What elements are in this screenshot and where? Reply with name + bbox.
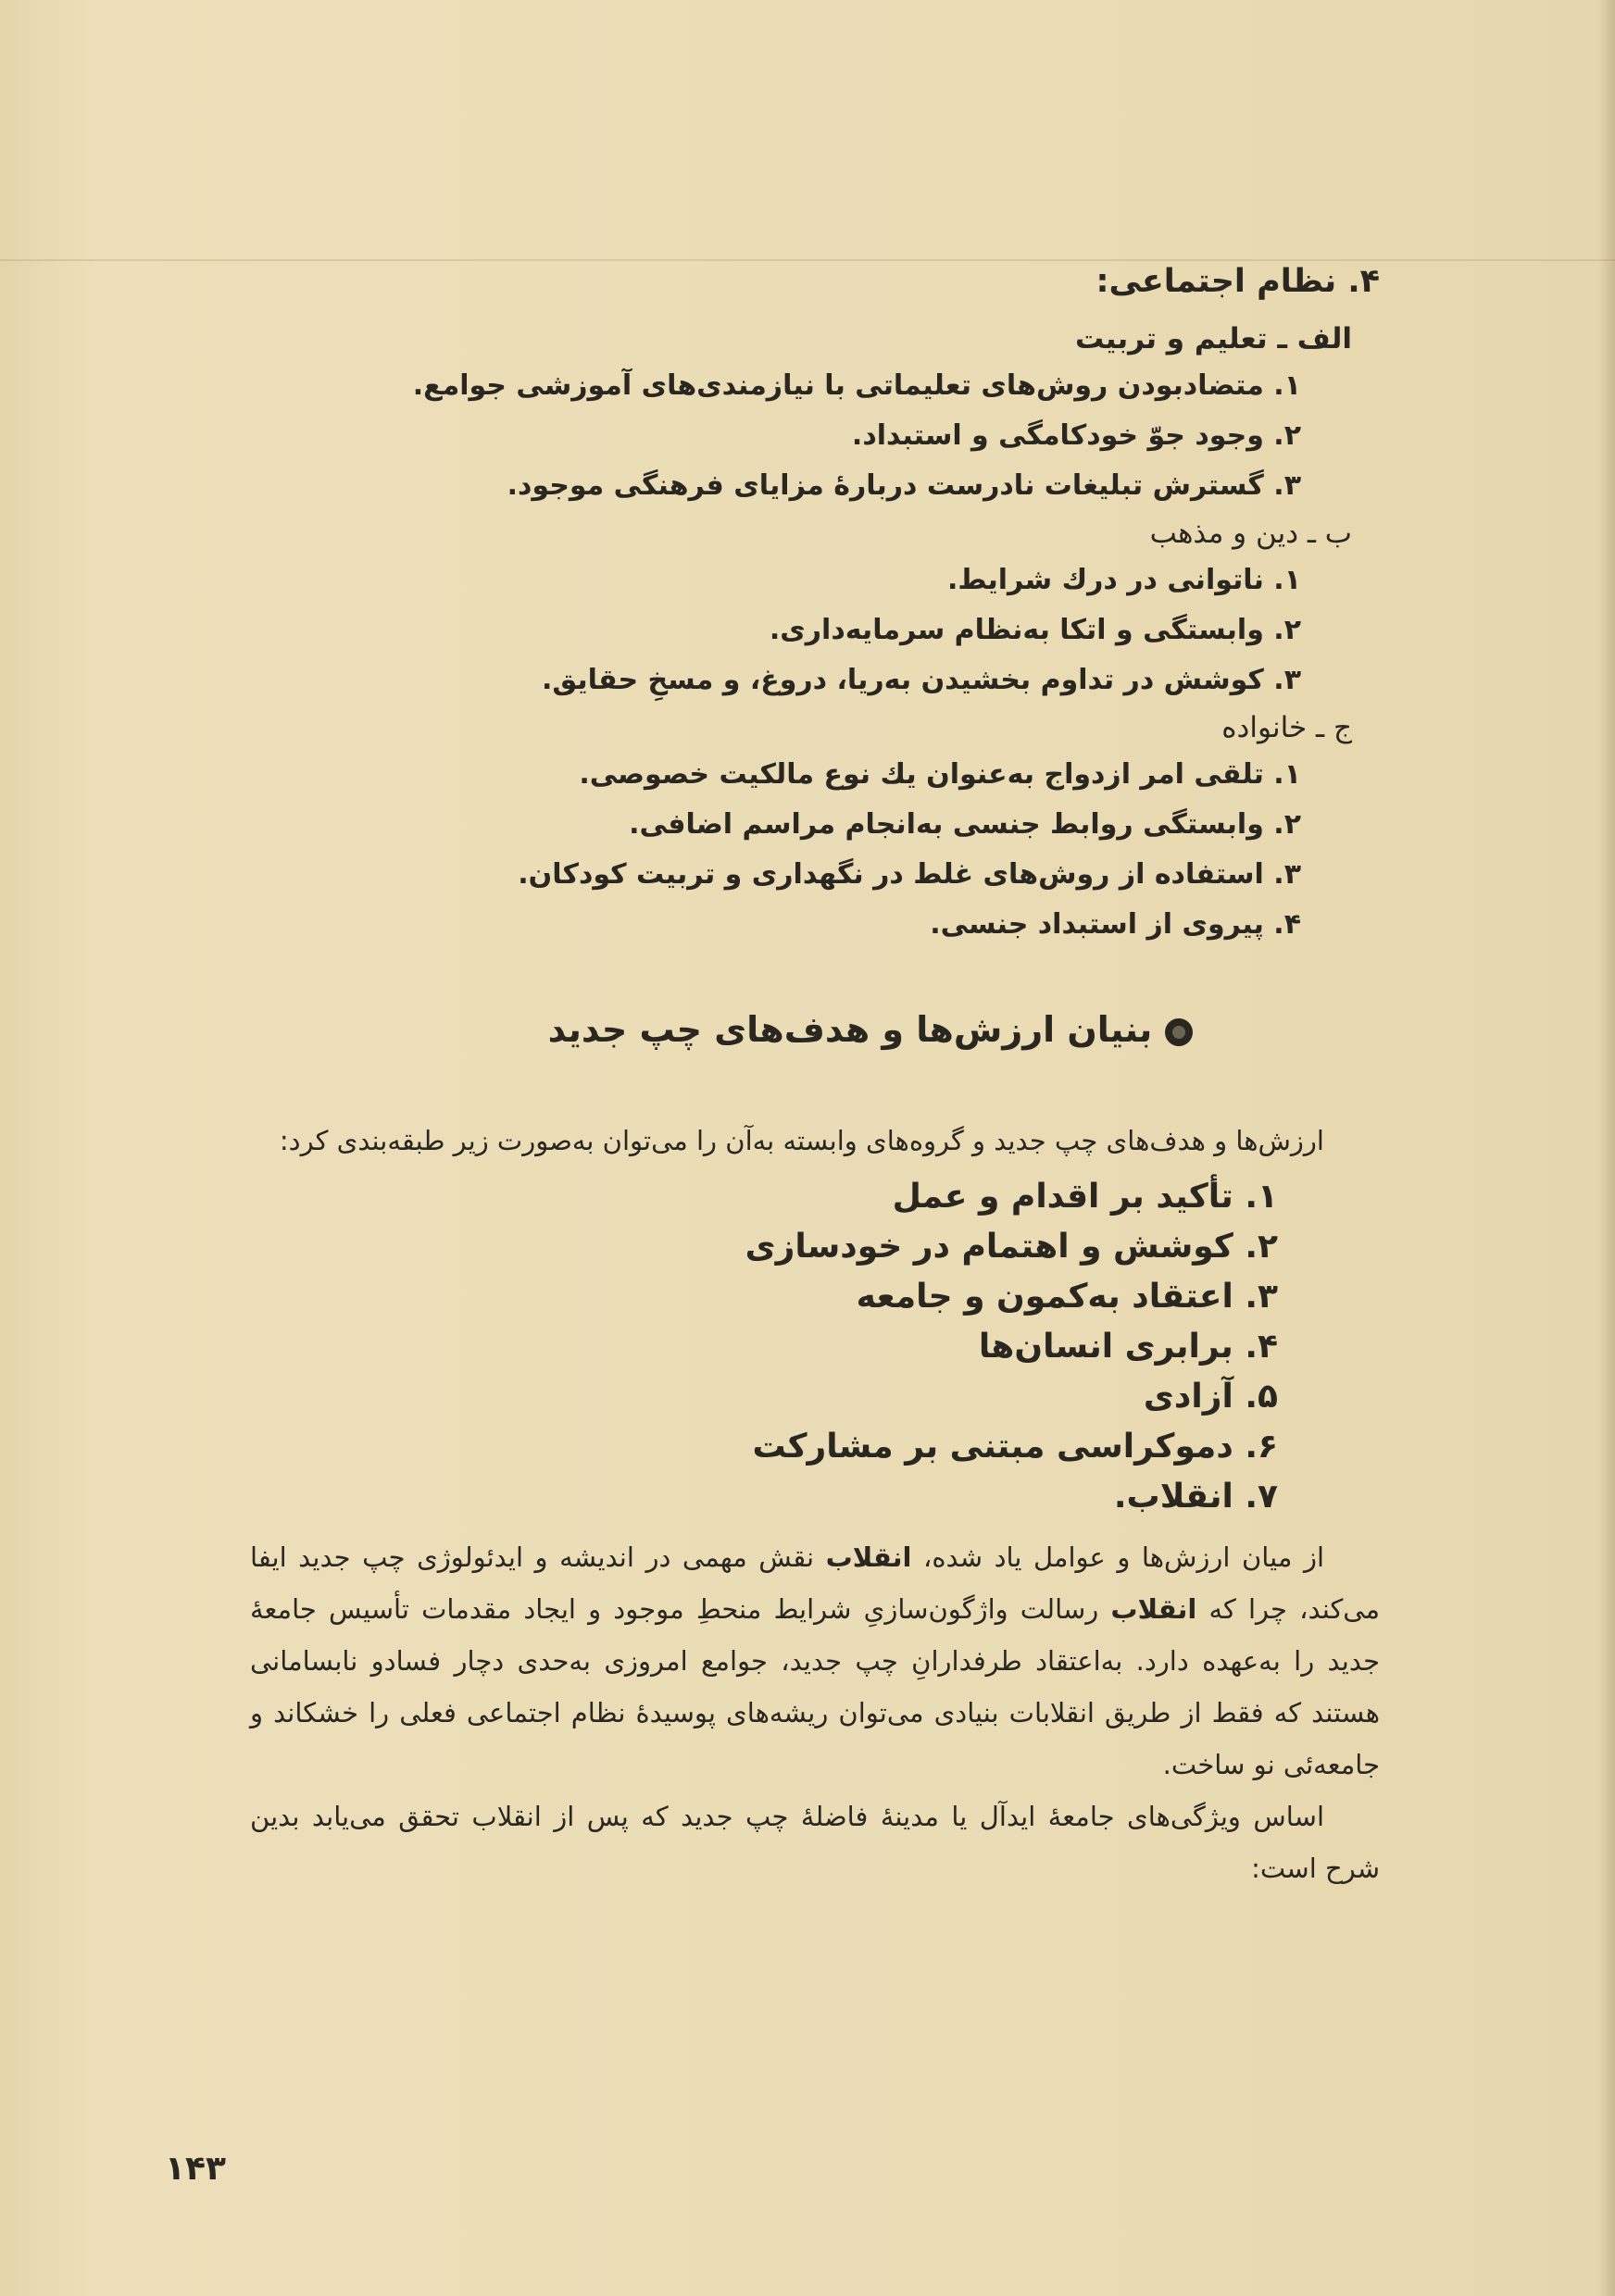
list-item: ۲. وابستگی روابط جنسی به‌انجام مراسم اضافی. <box>629 808 1301 841</box>
subsection-title-education: الف ـ تعلیم و تربیت <box>1074 322 1352 356</box>
section-title-text: بنیان ارزش‌ها و هدف‌های چپ جدید <box>547 1009 1153 1050</box>
religion-list <box>250 555 1380 705</box>
goal-item: ۲. کوشش و اهتمام در خودسازی <box>745 1228 1278 1266</box>
section-heading-social-system: ۴. نظام اجتماعی: <box>1095 263 1380 300</box>
list-item: ۲. وابستگی و اتکا به‌نظام سرمایه‌داری. <box>769 614 1301 646</box>
emphasis-revolution: انقلاب <box>825 1541 912 1573</box>
list-item: ۱. تلقی امر ازدواج به‌عنوان یك نوع مالکیت خصوصی. <box>579 758 1301 791</box>
page-content <box>250 259 1380 1894</box>
revolution-paragraph <box>250 1531 1380 1791</box>
family-list <box>250 750 1380 950</box>
list-item: ۳. استفاده از روش‌های غلط در نگهداری و تربیت کودکان. <box>518 858 1301 891</box>
subsection-title-family: ج ـ خانواده <box>1221 711 1352 744</box>
goal-item: ۳. اعتقاد به‌کمون و جامعه <box>856 1278 1278 1316</box>
paragraph-text: از میان ارزش‌ها و عوامل یاد شده، <box>922 1541 1325 1573</box>
goals-list <box>250 1172 1380 1522</box>
education-list <box>250 361 1380 511</box>
paragraph-text: نقش مهمی در اندیشه و ایدئولوژی چپ جدید ایفا می‌کند، چرا که <box>250 1541 1380 1625</box>
section-title <box>250 1005 1380 1054</box>
list-item: ۳. کوشش در تداوم بخشیدن به‌ریا، دروغ، و مسخِ حقایق. <box>541 664 1301 696</box>
goal-item: ۶. دموکراسی مبتنی بر مشارکت <box>752 1428 1278 1466</box>
page-number: ۱۴۳ <box>165 2150 226 2188</box>
page-edge-shadow <box>1598 0 1615 2296</box>
list-item: ۱. ناتوانی در درك شرایط. <box>946 564 1301 596</box>
subsection-title-religion: ب ـ دین و مذهب <box>1149 517 1352 550</box>
goal-item: ۵. آزادی <box>1143 1378 1278 1416</box>
emphasis-revolution: انقلاب <box>1110 1593 1197 1625</box>
ideal-society-paragraph: اساس ویژگی‌های جامعهٔ ایدآل یا مدینهٔ فاضلهٔ چپ جدید که پس از انقلاب تحقق می‌یابد بدین شرح است: <box>250 1801 1380 1884</box>
paragraph-text: رسالت واژگون‌سازیِ شرایط منحطِ موجود و ایجاد مقدمات تأسیس جامعهٔ جدید را به‌عهده دارد. به‌اعتقاد طرفدارانِ چپ جدید، جوامع امروزی به‌حدی دچار فسادو نابسامانی هستند که فقط از طریق انقلابات بنیادی می‌توان ریشه‌های پوسیدهٔ نظام اجتماعی فعلی را خشکاند و جامعه‌ئی نو ساخت. <box>250 1593 1380 1780</box>
list-item: ۴. پیروی از استبداد جنسی. <box>930 908 1301 941</box>
list-item: ۱. متضادبودن روش‌های تعلیماتی با نیازمندی‌های آموزشی جوامع. <box>412 369 1301 402</box>
list-item: ۳. گسترش تبلیغات نادرست دربارهٔ مزایای فرهنگی موجود. <box>507 469 1301 502</box>
goal-item: ۷. انقلاب. <box>1113 1478 1278 1516</box>
bullet-dot-icon <box>1165 1018 1193 1046</box>
list-item: ۲. وجود جوّ خودکامگی و استبداد. <box>851 419 1301 452</box>
goal-item: ۱. تأکید بر اقدام و عمل <box>892 1178 1278 1216</box>
intro-paragraph: ارزش‌ها و هدف‌های چپ جدید و گروه‌های وابسته به‌آن را می‌توان به‌صورت زیر طبقه‌بندی کرد: <box>279 1125 1324 1156</box>
goal-item: ۴. برابری انسان‌ها <box>978 1328 1278 1366</box>
